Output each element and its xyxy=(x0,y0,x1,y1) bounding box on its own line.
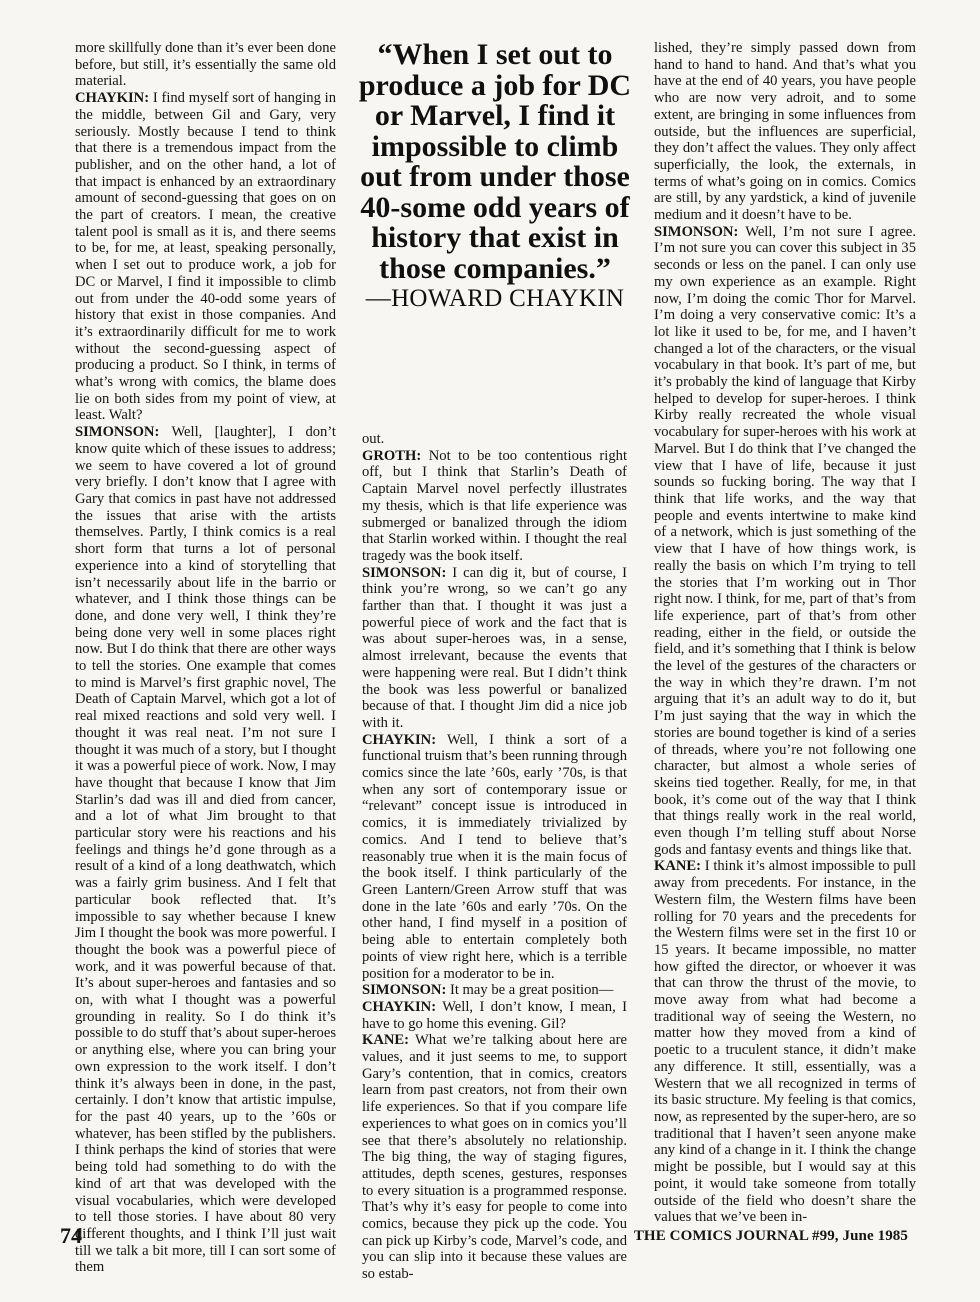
paragraph-text: Well, I don’t know, I mean, I have to go home this evening. Gil? xyxy=(362,998,627,1032)
paragraph-text: What we’re talking about here are values, and it just seems to me, to support Gary’s contention, that in comics, creators learn from past creators, not from their own life experiences. So that if you compare life experiences to what goes on in comics you’ll see that there’s absolutely no relationship. The big thing, the way of staging figures, attitudes, depth scenes, gestures, responses to every situation is a programmed response. That’s why it’s easy for people to come into comics, because they pick up the code. You can pick up Kirby’s code, Marvel’s code, and you can slip into it because these values are so estab- xyxy=(362,1032,627,1283)
paragraph-text: more skillfully done than it’s ever been done before, but still, it’s essentially the same old material. xyxy=(75,40,336,90)
speaker-name: CHAYKIN: xyxy=(362,998,437,1015)
paragraph xyxy=(654,224,916,859)
paragraph xyxy=(362,1032,627,1283)
speaker-name: KANE: xyxy=(362,1032,410,1049)
article-column-left xyxy=(75,40,336,1276)
article-column-middle xyxy=(362,431,627,1283)
paragraph-text: I can dig it, but of course, I think you’re wrong, so we can’t go any farther than that. I thought it was just a powerful piece of work and the fact that is was about super-heroes was, in a sense, almost irrelevant, because the events that were happening were real. But I didn’t think the book was less powerful or banalized because of that. I thought Jim did a nice job with it. xyxy=(362,564,627,731)
paragraph-text: lished, they’re simply passed down from hand to hand to hand. And that’s what you have at the end of 40 years, you have people who are now very adroit, and to some extent, are bringing in some influences from outside, but the influences are superficial, they don’t affect the values. They only affect superficially, the look, the externals, in terms of what’s going on in comics. Comics are still, by any yardstick, a kind of juvenile medium and it doesn’t have to be. xyxy=(654,40,916,224)
speaker-name: SIMONSON: xyxy=(362,982,447,999)
paragraph-text: out. xyxy=(362,431,385,447)
paragraph xyxy=(75,424,336,1276)
speaker-name: SIMONSON: xyxy=(75,424,160,441)
speaker-name: CHAYKIN: xyxy=(75,90,150,107)
paragraph xyxy=(362,982,627,999)
paragraph-text: I think it’s almost impossible to pull away from precedents. For instance, in the Western film, the Western films have been rolling for 70 years and the precedents for the Western films were set in the first 10 or 15 years. It became impossible, no matter how gifted the director, or whoever it was that can throw the thrust of the movie, to move away from what had become a traditional way of seeing the Western, no matter how they moved from a kind of poetic to a truculent stance, it didn’t make any difference. It still, essentially, was a Western that we all recognized in terms of its basic structure. My feeling is that comics, now, as represented by the super-hero, are so traditional that I haven’t seen anyone make any kind of a change in it. I think the change might be possible, but I would say at this point, it would take someone from totally outside of the field who doesn’t share the values that we’ve been in- xyxy=(654,858,916,1226)
speaker-name: SIMONSON: xyxy=(362,564,447,581)
page-number: 74 xyxy=(60,1223,82,1248)
paragraph xyxy=(362,448,627,565)
paragraph xyxy=(654,858,916,1225)
paragraph-text: Well, I think a sort of a functional truism that’s been running through comics since the late ’60s, early ’70s, is that when any sort of contemporary issue or “relevant” concept issue is introduced in comics, it is immediately trivialized by comics. And I tend to believe that’s reasonably true when it is the main focus of the book itself. I think particularly of the Green Lantern/Green Arrow stuff that was done in the late ’60s and early ’70s. On the other hand, I find myself in a position of being able to entertain completely both points of view right here, which is a terrible position for a moderator to be in. xyxy=(362,731,627,982)
speaker-name: CHAYKIN: xyxy=(362,731,437,748)
paragraph xyxy=(362,565,627,732)
paragraph xyxy=(75,90,336,424)
speaker-name: GROTH: xyxy=(362,447,422,464)
paragraph-text: Not to be too contentious right off, but I think that Starlin’s Death of Captain Marvel novel perfectly illustrates my thesis, which is that life experience was submerged or banalized through the idiom that Starlin worked within. I thought the real tragedy was the book itself. xyxy=(362,447,627,564)
paragraph xyxy=(654,40,916,224)
journal-footer: THE COMICS JOURNAL #99, June 1985 xyxy=(633,1228,908,1244)
paragraph xyxy=(362,431,627,448)
speaker-name: SIMONSON: xyxy=(654,223,739,240)
pull-quote-attribution: —HOWARD CHAYKIN xyxy=(365,285,625,312)
paragraph xyxy=(362,732,627,983)
pull-quote xyxy=(355,40,635,314)
paragraph-text: It may be a great position— xyxy=(446,982,614,999)
paragraph-text: Well, [laughter], I don’t know quite which of these issues to address; we seem to have covered a lot of ground very briefly. I don’t know that I agree with Gary that comics in past have not addressed the issues that arise with the artists themselves. Partly, I think comics is a real short form that turns a lot of personal experience into a kind of storytelling that isn’t necessarily about life in the barrio or whatever, and I think those things can be done, and done very well, I think they’re being done very well in some places right now. But I do think that there are other ways to tell the stories. One example that comes to mind is Marvel’s first graphic novel, The Death of Captain Marvel, which got a lot of real mixed reactions and sold very well. I thought it was real neat. I’m not sure I thought it was much of a story, but I thought it was a powerful piece of work. Now, I may have thought that because I know that Jim Starlin’s dad was ill and died from cancer, and a lot of what Jim brought to that particular story were his reactions and his feelings and things he’d gone through as a result of a kind of a long deathwatch, which was a fairly grim business. And I felt that particular book reflected that. It’s impossible to say whether because I knew Jim I thought the book was more powerful. I thought the book was a powerful piece of work, and it was powerful because of that. It’s about super-heroes and fantasies and so on, with what I thought was a powerful grounding in reality. So I do think it’s possible to do stuff that’s about super-heroes or anything else, where you can bring your own expression to the work itself. I don’t think it’s always been in done, in the past, certainly. I don’t know that artistic impulse, for the past 40 years, up to the ’60s or whatever, has been stifled by the publishers. I think perhaps the kind of stories that were being told had something to do with the kind of art that was developed with the visual vocabularies, which were developed to tell those stories. I have about 80 very different thoughts, and I think I’ll just wait till we talk a bit more, till I can sort some of them xyxy=(75,424,336,1276)
article-column-right xyxy=(654,40,916,1226)
paragraph xyxy=(75,40,336,90)
paragraph xyxy=(362,999,627,1032)
paragraph-text: Well, I’m not sure I agree. I’m not sure you can cover this subject in 35 seconds or less on the panel. I can only use my own experience as an example. Right now, I’m doing the comic Thor for Marvel. I’m doing a very conservative comic: It’s a lot like it used to be, for me, and I haven’t changed a lot of the characters, or the visual vocabulary in that book. It’s part of me, but it’s probably the kind of language that Kirby helped to develop for super-heroes. I think Kirby really recreated the whole visual vocabulary for super-heroes with his work at Marvel. But I do think that I’ve changed the view that I have of life, because it just sounds so fucking boring. The way that I think that life works, and the way that people and events intertwine to make kind of a network, which is just something of the view that I have of how things work, is really the basis on which I’m trying to tell the stories that I’m working out in Thor right now. I think, for me, part of that’s from life experience, part of that’s from other reading, either in the field, or outside the field, and it’s something that I think is below the level of the gestures of the characters or the way in which they’re drawn. I’m not arguing that it’s an adult way to do it, but I’m just saying that the way in which the stories are bound together is kind of a series of threads, where you’re not following one character, but almost a whole series of skeins tied together. Really, for me, in that book, it’s come out of the way that I think that things really work in the real world, even though I’m telling stuff about Norse gods and fantasy events and things like that. xyxy=(654,223,916,858)
speaker-name: KANE: xyxy=(654,858,702,875)
paragraph-text: I find myself sort of hanging in the middle, between Gil and Gary, very seriously. Mostly because I tend to think that there is a tremendous impact from the publisher, and on the other hand, a lot of that impact is enhanced by an extraordinary amount of second-guessing that goes on on the part of creators. I mean, the creative talent pool is small as it is, and there seems to be, for me, at least, speaking personally, when I set out to produce work, a job for DC or Marvel, I find it impossible to climb out from under the 40-odd some years of history that exist in those companies. And it’s extraordinarily difficult for me to work without the second-guessing aspect of producing a product. So I think, in terms of what’s wrong with comics, the blame does lie on both sides from my point of view, at least. Walt? xyxy=(75,90,336,424)
pull-quote-text: “When I set out to produce a job for DC or Marvel, I find it impossible to climb out from under those 40-some odd years of history that exist in those companies.” xyxy=(358,38,632,285)
